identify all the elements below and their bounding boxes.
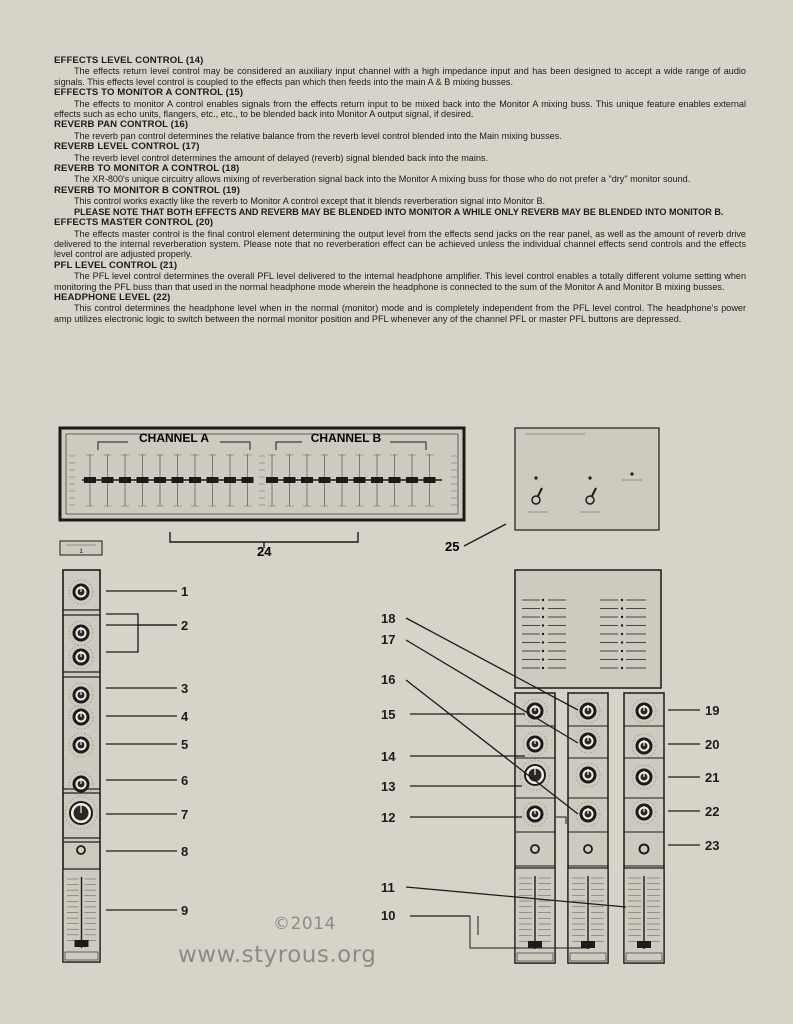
- callout-4: 4: [181, 709, 189, 724]
- section-title: EFFECTS TO MONITOR A CONTROL (15): [54, 87, 244, 99]
- section-body: The effects to monitor A control enables signals from the effects return input to be mixed back into the Monitor A mixing buss. This unique feature enables external effects such as echo units, flangers, etc., etc., to be blended back into Monitor A output signal, if desired.: [54, 98, 746, 120]
- input-channel-strip: [63, 570, 100, 962]
- monitor-assign-panel: [515, 570, 661, 688]
- section-body: This control works exactly like the reverb to Monitor A control except that it blends reverberation signal into Monitor B.: [74, 196, 546, 207]
- section-title: REVERB TO MONITOR B CONTROL (19): [54, 184, 241, 196]
- section-title: REVERB TO MONITOR A CONTROL (18): [54, 163, 240, 175]
- power-panel: [515, 428, 659, 530]
- callout-14: 14: [381, 749, 396, 764]
- callout-19: 19: [705, 703, 720, 718]
- callout-12: 12: [381, 810, 396, 825]
- callout-16: 16: [381, 672, 396, 687]
- document-text: [54, 55, 746, 324]
- callout-17: 17: [381, 632, 396, 647]
- callout-15: 15: [381, 707, 396, 722]
- callout-20: 20: [705, 737, 720, 752]
- section-title: EFFECTS LEVEL CONTROL (14): [54, 55, 204, 66]
- section-body: The reverb pan control determines the relative balance from the reverb level control blended into the Main mixing busses.: [74, 130, 562, 141]
- section-body: The effects return level control may be considered an auxiliary input channel with a high impedance input and has been designed to accept a wide range of audio signals. This effects level control is coupled to the effects pan which then feeds into the main A & B mixing busses.: [54, 66, 746, 87]
- site-watermark: www.styrous.org: [178, 942, 377, 968]
- section-body: This control determines the headphone level when in the normal (monitor) mode and is completely independent from the PFL level control. The headphone's power amp utilizes electronic logic to switch between the normal monitor position and PFL whenever any of the channel PFL or master PFL buttons are depressed.: [54, 303, 746, 324]
- copyright-watermark: ©2014: [273, 914, 336, 934]
- section-title: HEADPHONE LEVEL (22): [54, 291, 171, 303]
- callout-8: 8: [181, 844, 189, 859]
- callout-9: 9: [181, 903, 189, 918]
- channel-b-label: CHANNEL B: [310, 431, 382, 445]
- graphic-eq-panel: [60, 428, 464, 520]
- callout-1: 1: [181, 584, 189, 599]
- callout-25: 25: [445, 539, 460, 554]
- callout-23: 23: [705, 838, 720, 853]
- callout-10: 10: [381, 908, 396, 923]
- section-title: PFL LEVEL CONTROL (21): [54, 259, 178, 271]
- svg-text:1: 1: [79, 549, 83, 555]
- section-title: EFFECTS MASTER CONTROL (20): [54, 217, 214, 229]
- callout-3: 3: [181, 681, 189, 696]
- callout-11: 11: [381, 880, 395, 895]
- section-body: The reverb level control determines the amount of delayed (reverb) signal blended back into the mains.: [74, 152, 488, 163]
- callout-13: 13: [381, 779, 396, 794]
- section-body: The XR-800's unique circuitry allows mixing of reverberation signal back into the Monitor A mixing buss for those who do not prefer a "dry" monitor sound.: [74, 174, 691, 185]
- callout-6: 6: [181, 773, 189, 788]
- section-title: REVERB PAN CONTROL (16): [54, 119, 189, 131]
- callout-2: 2: [181, 618, 189, 633]
- callout-5: 5: [181, 737, 189, 752]
- callout-21: 21: [705, 770, 720, 785]
- master-modules: [515, 693, 664, 963]
- section-note: PLEASE NOTE THAT BOTH EFFECTS AND REVERB MAY BE BLENDED INTO MONITOR A WHILE ONLY REVERB MAY BE BLENDED INTO MONITOR B.: [74, 206, 724, 217]
- callout-24: 24: [257, 544, 272, 559]
- callout-18: 18: [381, 611, 396, 626]
- mixer-diagram: [0, 420, 793, 1020]
- callout-22: 22: [705, 804, 720, 819]
- section-body: The effects master control is the final control element determining the output level from the effects send jacks on the rear panel, as well as the amount of reverb drive delivered to the internal reverberation system. Please note that no reverberation effect can be achieved unless the individual channel effects send controls and the effects level control are adjusted properly.: [54, 228, 746, 260]
- channel-a-label: CHANNEL A: [138, 431, 210, 445]
- callout-7: 7: [181, 807, 189, 822]
- section-title: REVERB LEVEL CONTROL (17): [54, 141, 200, 153]
- section-body: The PFL level control determines the overall PFL level delivered to the internal headphone amplifier. This level control enables a totally different volume setting when monitoring the PFL buss than that used in the normal headphone mode wherein the headphone is connected to the sum of the Monitor A and Monitor B mixing busses.: [54, 271, 746, 292]
